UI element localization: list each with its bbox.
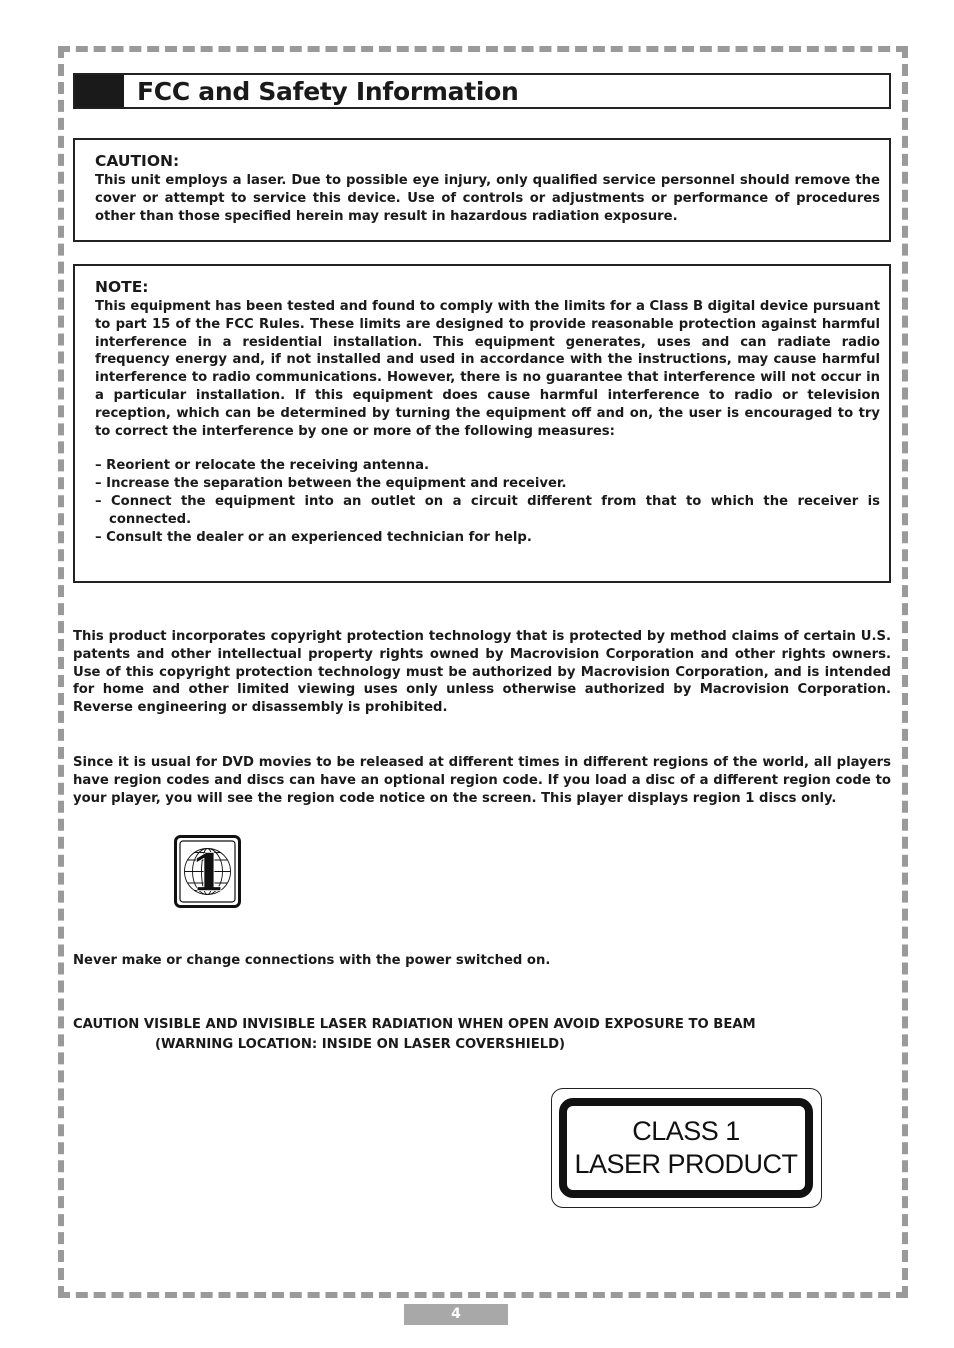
laser-class-label [551,1088,822,1208]
list-item: – Consult the dealer or an experienced technician for help. [95,529,532,545]
region-paragraph: Since it is usual for DVD movies to be released at different times in different regions of the world, all players have region codes and discs can have an optional region code. If you load a disc of a different region code to your player, you will see the region code notice on the screen. This player displays region 1 discs only. [73,755,891,806]
laser-label-frame [559,1098,813,1198]
caution-box [73,138,891,242]
list-item: – Increase the separation between the equipment and receiver. [95,476,567,492]
header-marker-block [75,75,124,107]
caution-heading: CAUTION: [95,152,180,170]
region-1-globe-icon [174,835,241,908]
laser-product-line: LASER PRODUCT [574,1149,798,1179]
region-number: 1 [190,843,226,902]
section-header [73,73,891,109]
laser-caution-line2: (WARNING LOCATION: INSIDE ON LASER COVERSHIELD) [155,1037,566,1052]
note-text: This equipment has been tested and found to comply with the limits for a Class B digital device pursuant to part 15 of the FCC Rules. These limits are designed to provide reasonable protection against harmful interference in a residential installation. This equipment generates, uses and can radiate radio frequency energy and, if not installed and used in accordance with the instructions, may cause harmful interference to radio communications. However, there is no guarantee that interference will not occur in a particular installation. If this equipment does cause harmful interference to radio or television reception, which can be determined by turning the equipment off and on, the user is encouraged to try to correct the interference by one or more of the following measures: [95,299,880,439]
list-item: – Connect the equipment into an outlet on a circuit different from that to which the receiver is connected. [95,493,880,527]
laser-class-line: CLASS 1 [632,1116,740,1146]
note-box [73,264,891,583]
caution-text: This unit employs a laser. Due to possible eye injury, only qualified service personnel should remove the cover or attempt to service this device. Use of controls or adjustments or performance of procedures other than those specified herein may result in hazardous radiation exposure. [95,173,880,224]
page-number: 4 [404,1304,508,1325]
copyright-paragraph: This product incorporates copyright protection technology that is protected by method claims of certain U.S. patents and other intellectual property rights owned by Macrovision Corporation and other rights owners. Use of this copyright protection technology must be authorized by Macrovision Corporation, and is intended for home and other limited viewing uses only unless otherwise authorized by Macrovision Corporation. Reverse engineering or disassembly is prohibited. [73,629,891,716]
page-title: FCC and Safety Information [137,77,519,106]
list-item: – Reorient or relocate the receiving antenna. [95,458,430,474]
note-heading: NOTE: [95,278,149,296]
power-warning: Never make or change connections with the power switched on. [73,953,551,968]
measures-list [95,457,880,546]
laser-caution-line1: CAUTION VISIBLE AND INVISIBLE LASER RADIATION WHEN OPEN AVOID EXPOSURE TO BEAM [73,1017,756,1032]
